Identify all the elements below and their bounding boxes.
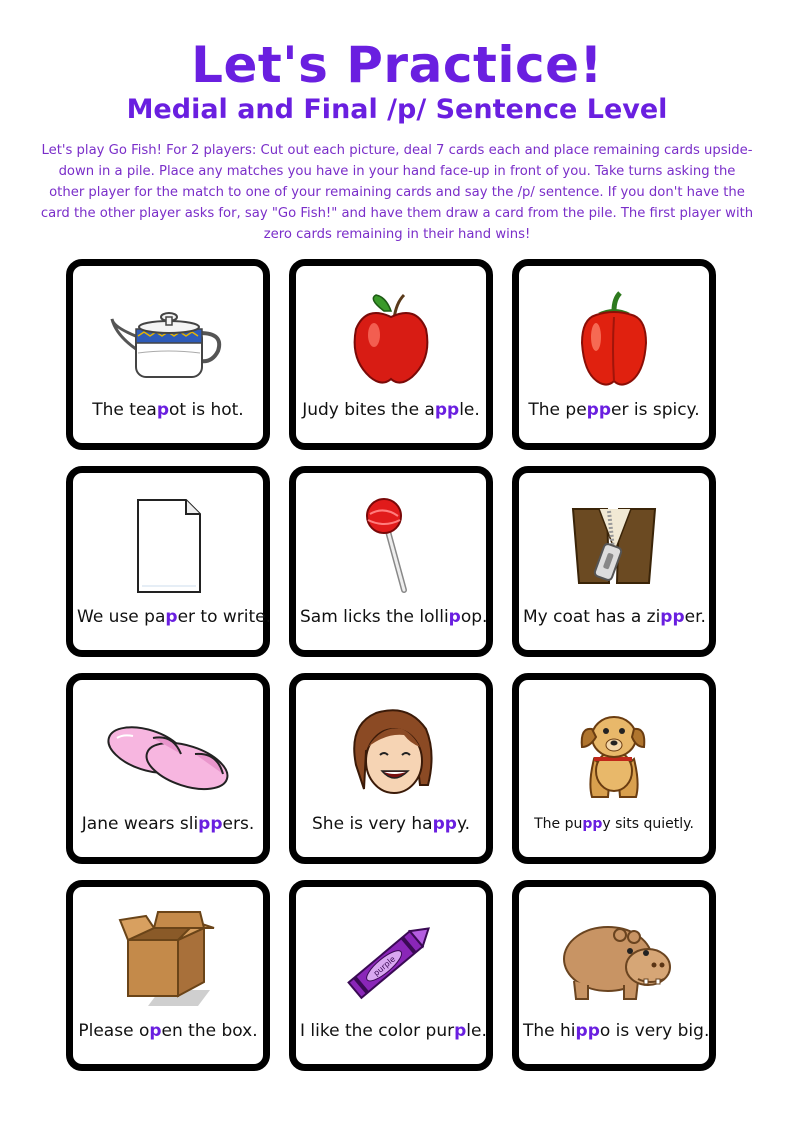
- card-sentence: She is very happy.: [312, 814, 470, 834]
- box-icon: [73, 897, 263, 1022]
- card-sentence: Sam licks the lollipop.: [300, 607, 488, 627]
- card-lollipop: [289, 466, 493, 657]
- card-hippo: [512, 880, 716, 1071]
- card-slippers: [66, 673, 270, 864]
- card-sentence: We use paper to write.: [77, 607, 272, 627]
- card-puppy: [512, 673, 716, 864]
- card-sentence: The puppy sits quietly.: [534, 816, 694, 832]
- card-grid: [66, 259, 730, 1083]
- card-sentence: My coat has a zipper.: [523, 607, 706, 627]
- page-subtitle: Medial and Final /p/ Sentence Level: [126, 94, 668, 125]
- card-box: [66, 880, 270, 1071]
- page-title: Let's Practice!: [191, 36, 603, 94]
- teapot-icon: [73, 276, 263, 401]
- game-instructions: Let's play Go Fish! For 2 players: Cut out each picture, deal 7 cards each and place remaining cards upside-down in a pile. Place any matches you have in your hand face-up in front of you. Take turns asking the other player for the match to one of your remaining cards and say the /p/ sentence. If you don't have the card the other player asks for, say "Go Fish!" and have them draw a card from the pile. The first player with zero cards remaining in their hand wins!: [40, 143, 754, 242]
- paper-icon: [73, 483, 263, 608]
- card-sentence: Please open the box.: [78, 1021, 258, 1041]
- zipper-icon: [519, 483, 709, 608]
- pepper-icon: [519, 276, 709, 401]
- crayon-icon: [296, 897, 486, 1022]
- slippers-icon: [73, 690, 263, 815]
- card-zipper: [512, 466, 716, 657]
- apple-icon: [296, 276, 486, 401]
- card-pepper: [512, 259, 716, 450]
- puppy-icon: [519, 690, 709, 815]
- card-happy: [289, 673, 493, 864]
- happy-face-icon: [296, 690, 486, 815]
- hippo-icon: [519, 897, 709, 1022]
- card-sentence: Jane wears slippers.: [81, 814, 255, 834]
- crayon-label: purple: [371, 953, 398, 978]
- card-sentence: I like the color purple.: [300, 1021, 487, 1041]
- card-sentence: The hippo is very big.: [523, 1021, 710, 1041]
- card-paper: [66, 466, 270, 657]
- card-crayon: [289, 880, 493, 1071]
- card-apple: [289, 259, 493, 450]
- card-teapot: [66, 259, 270, 450]
- card-sentence: The teapot is hot.: [92, 400, 244, 420]
- card-sentence: The pepper is spicy.: [528, 400, 700, 420]
- lollipop-icon: [296, 483, 486, 608]
- card-sentence: Judy bites the apple.: [302, 400, 480, 420]
